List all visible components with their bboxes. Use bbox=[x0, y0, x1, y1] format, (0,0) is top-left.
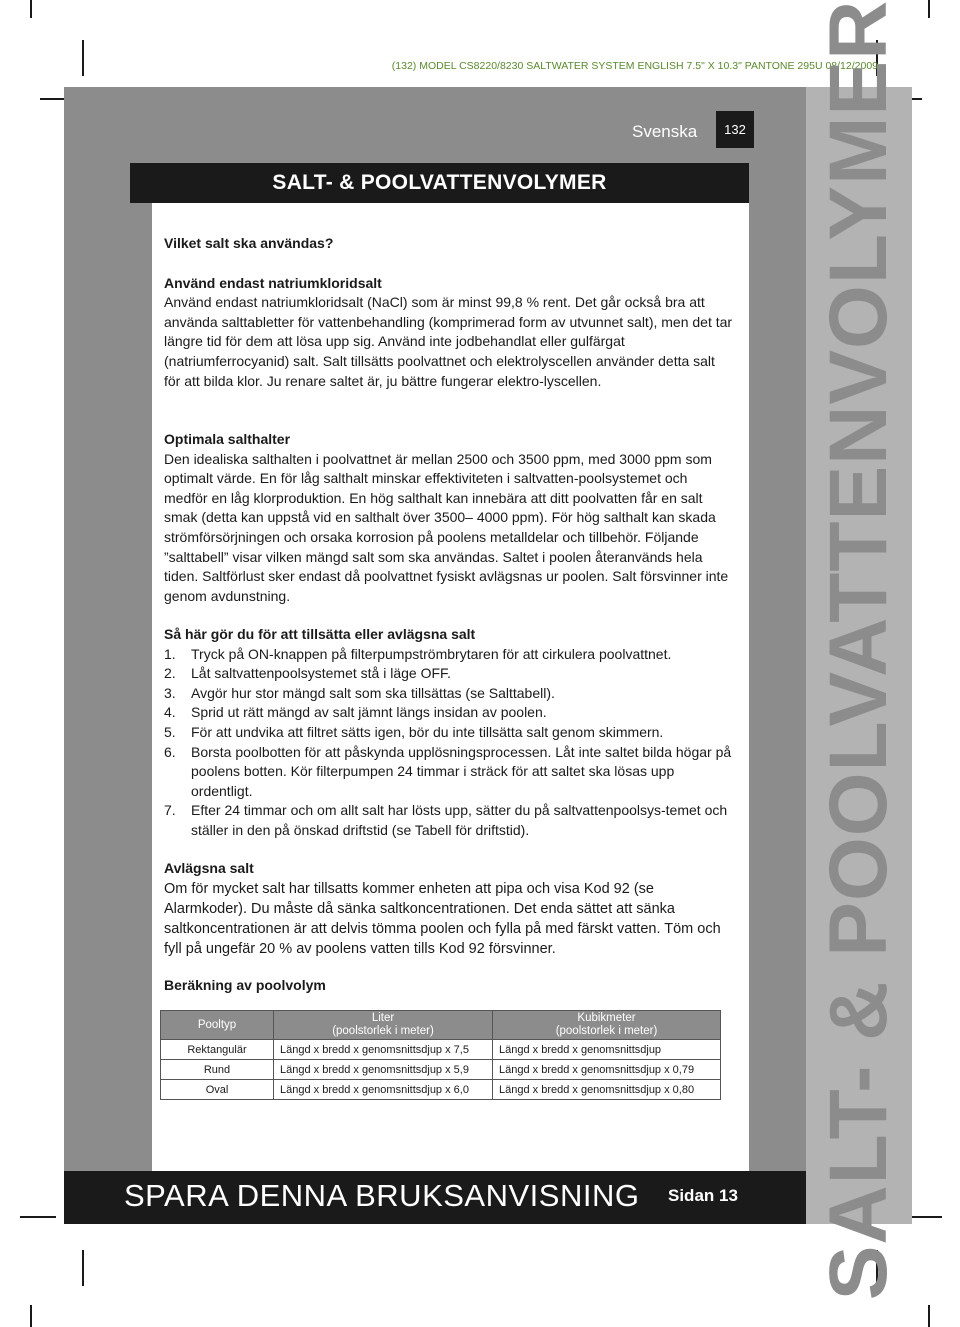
table-cell: Rektangulär bbox=[161, 1040, 274, 1060]
table-cell: Längd x bredd x genomsnittsdjup x 0,79 bbox=[493, 1060, 721, 1080]
table-cell: Längd x bredd x genomsnittsdjup bbox=[493, 1040, 721, 1060]
section-add-remove-salt bbox=[164, 625, 734, 841]
crop-mark bbox=[30, 1305, 32, 1327]
list-item: 5. För att undvika att filtret sätts igen, bör du inte tillsätta salt genom skimmern. bbox=[164, 723, 664, 740]
table-header-row bbox=[161, 1011, 721, 1040]
table-row bbox=[161, 1080, 721, 1100]
spacer bbox=[164, 254, 734, 274]
page-code: 132 bbox=[716, 111, 754, 148]
table-cell: Längd x bredd x genomsnittsdjup x 6,0 bbox=[274, 1080, 493, 1100]
list-item: 2. Låt saltvattenpoolsystemet stå i läge OFF. bbox=[164, 665, 451, 682]
crop-mark bbox=[30, 0, 32, 18]
table-header-cell: Pooltyp bbox=[161, 1011, 274, 1040]
crop-mark bbox=[928, 1305, 930, 1327]
crop-mark bbox=[82, 40, 84, 76]
print-header: (132) MODEL CS8220/8230 SALTWATER SYSTEM ENGLISH 7.5" X 10.3" PANTONE 295U 08/12/2009 bbox=[391, 60, 878, 72]
table-header-cell: Liter (poolstorlek i meter) bbox=[274, 1011, 493, 1040]
crop-mark bbox=[928, 0, 930, 18]
table-cell: Längd x bredd x genomsnittsdjup x 7,5 bbox=[274, 1040, 493, 1060]
footer-text: SPARA DENNA BRUKSANVISNING bbox=[124, 1178, 640, 1213]
section-body: Den idealiska salthalten i poolvattnet är mellan 2500 och 3500 ppm, med 3000 ppm som optimalt värde. En för låg salthalt minskar effektiviteten i saltvatten-poolsystemet och medför en låg klorproduktion. En hög salthalt kan innebära att ditt poolvatten får en salt smak (detta kan uppstå vid en salthalt över 3500– 4000 ppm). För hög salthalt kan skada strömförsörjningen och orsaka korrosion på poolens metalldelar och tillbehör. Följande ”salttabell” visar vilken mängd salt som ska användas. Saltet i poolen återanvänds hela tiden. Saltförlust sker endast då poolvattnet fysiskt avlägsnas ur poolen. Salt försvinner inte genom avdunstning. bbox=[164, 450, 729, 604]
section-heading: Optimala salthalter bbox=[164, 431, 291, 447]
list-item: 3. Avgör hur stor mängd salt som ska tillsättas (se Salttabell). bbox=[164, 684, 555, 701]
table-row bbox=[161, 1060, 721, 1080]
list-item: 4. Sprid ut rätt mängd av salt jämnt längs insidan av poolen. bbox=[164, 704, 547, 721]
section-salt-type bbox=[164, 234, 734, 391]
table-cell: Oval bbox=[161, 1080, 274, 1100]
table-header-cell: Kubikmeter (poolstorlek i meter) bbox=[493, 1011, 721, 1040]
question-heading: Vilket salt ska användas? bbox=[164, 235, 334, 251]
section-heading: Använd endast natriumkloridsalt bbox=[164, 274, 382, 291]
section-body: Om för mycket salt har tillsatts kommer enheten att pipa och visa Kod 92 (se Alarmkoder). Du måste då sänka saltkoncentrationen. Det enda sättet att sänka saltkoncentrationen är att delvis tömma poolen och fylla på med färskt vatten. Töm och fyll på ungefär 20 % av poolens vatten tills Kod 92 försvinner. bbox=[164, 880, 721, 957]
list-item: 1. Tryck på ON-knappen på filterpumpströmbrytaren för att cirkulera poolvattnet. bbox=[164, 645, 672, 662]
list-item: 6. Borsta poolbotten för att påskynda upplösningsprocessen. Låt inte saltet bilda högar på poolens botten. Kör filterpumpen 24 timmar i sträck för att saltet ska lösas upp ordentligt. bbox=[164, 743, 732, 799]
table-row bbox=[161, 1040, 721, 1060]
section-heading: Beräkning av poolvolym bbox=[164, 977, 326, 993]
page-number: Sidan 13 bbox=[668, 1186, 738, 1205]
steps-list bbox=[164, 645, 734, 841]
crop-mark bbox=[20, 1216, 56, 1218]
section-heading: Så här gör du för att tillsätta eller avlägsna salt bbox=[164, 626, 476, 642]
table-cell: Längd x bredd x genomsnittsdjup x 5,9 bbox=[274, 1060, 493, 1080]
section-body: Använd endast natriumkloridsalt (NaCl) som är minst 99,8 % rent. Det går också bra att använda salttabletter för vattenbehandling (komprimerad form av utvunnet salt), men det tar längre tid för dem att lösa upp sig. Använd inte jodbehandlat eller gulfärgat (natriumferrocyanid) salt. Salt tillsätts poolvattnet och elektrolyscellen använder detta salt för att bilda klor. Ju renare saltet är, ju bättre fungerar elektro-lyscellen. bbox=[164, 294, 733, 389]
table-cell: Rund bbox=[161, 1060, 274, 1080]
section-pool-volume bbox=[164, 976, 734, 996]
list-item: 7. Efter 24 timmar och om allt salt har lösts upp, sätter du på saltvattenpoolsys-temet och ställer in den på önskad driftstid (se Tabell för driftstid). bbox=[164, 802, 728, 838]
language-label: Svenska bbox=[632, 122, 698, 141]
section-heading: Avlägsna salt bbox=[164, 860, 254, 876]
section-optimal-salt bbox=[164, 430, 734, 606]
side-title: SALT- & POOLVATTENVOLYMER bbox=[813, 0, 904, 1301]
page-title: SALT- & POOLVATTENVOLYMER bbox=[130, 163, 749, 203]
crop-mark bbox=[82, 1250, 84, 1286]
table-cell: Längd x bredd x genomsnittsdjup x 0,80 bbox=[493, 1080, 721, 1100]
section-remove-salt bbox=[164, 859, 734, 959]
pool-volume-table bbox=[160, 1010, 721, 1100]
